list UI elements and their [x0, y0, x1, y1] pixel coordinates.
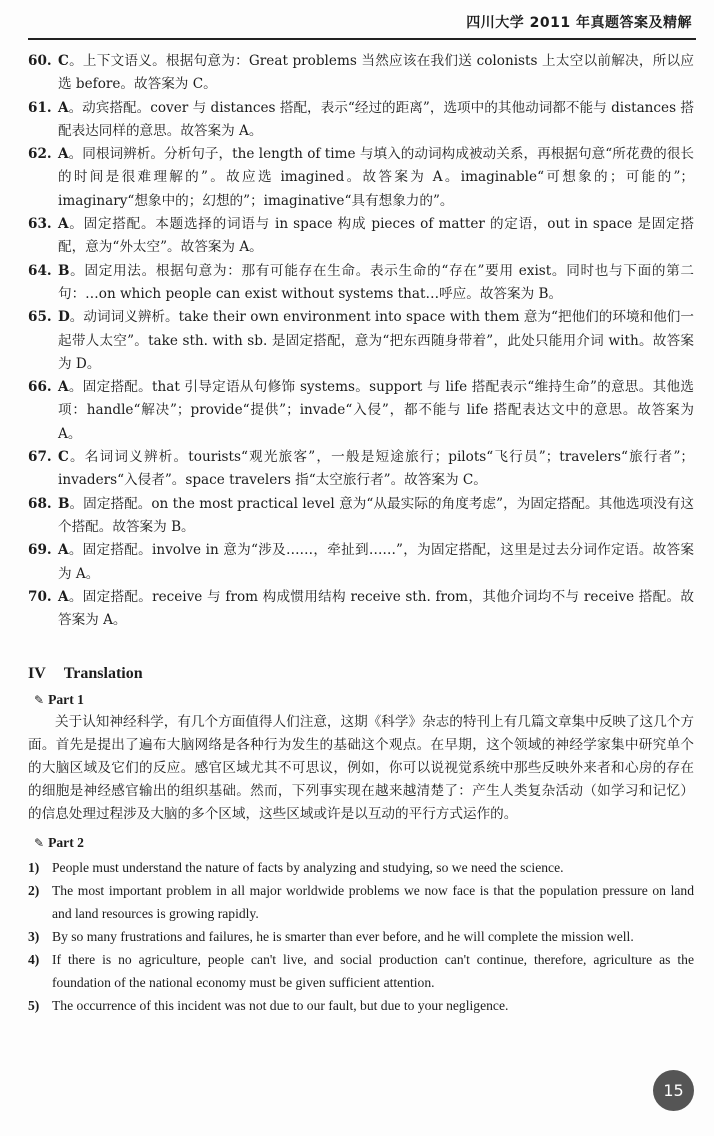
part-1-label: Part 1	[48, 692, 84, 708]
answer-choice: C	[58, 449, 69, 466]
answer-explanation: 。固定搭配。that 引导定语从句修饰 systems。support 与 life 搭配表示“维持生命”的意思。其他选项：handle“解决”；provide“提供”；invade“入侵”，都不能与 life 搭配表达文中的意思。故答案为 A。	[58, 379, 694, 442]
answer-number: 61.	[28, 99, 52, 116]
translation-number: 4)	[28, 952, 40, 968]
translation-item	[28, 925, 694, 948]
answer-explanation: 。动词词义辨析。take their own environment into space with them 意为“把他们的环境和他们一起带人太空”。take sth. with sb. 是固定搭配，意为“把东西随身带着”，此处只能用介词 with。故答案为 D。	[58, 309, 694, 372]
answer-choice: A	[58, 146, 69, 163]
answer-choice: A	[58, 588, 69, 605]
answer-choice: C	[58, 53, 69, 69]
translation-number: 5)	[28, 998, 40, 1014]
answer-explanation: 。固定搭配。involve in 意为“涉及……，牵扯到……”，为固定搭配，这里是过去分词作定语。故答案为 A。	[58, 542, 694, 582]
answer-number: 66.	[28, 379, 52, 396]
answer-number: 65.	[28, 309, 52, 326]
section-title: Translation	[63, 665, 143, 683]
translation-number: 2)	[28, 883, 40, 899]
answer-list	[28, 50, 694, 632]
answer-number: 60.	[28, 53, 52, 69]
answer-item	[28, 97, 694, 144]
answer-item	[28, 306, 694, 376]
header-title: 四川大学 2011 年真题答案及精解	[466, 15, 692, 31]
answer-explanation: 。固定搭配。receive 与 from 构成惯用结构 receive sth. from，其他介词均不与 receive 搭配。故答案为 A。	[58, 588, 694, 629]
answer-explanation: 。动宾搭配。cover 与 distances 搭配，表示“经过的距离”，选项中的其他动词都不能与 distances 搭配表达同样的意思。故答案为 A。	[58, 99, 694, 139]
answer-number: 68.	[28, 495, 52, 512]
translation-number: 3)	[28, 929, 40, 945]
answer-choice: D	[58, 309, 70, 326]
section-number: IV	[28, 665, 46, 683]
translation-text: The occurrence of this incident was not due to our fault, but due to your negligence.	[52, 998, 509, 1014]
answer-number: 70.	[28, 588, 52, 605]
page-header	[28, 0, 696, 40]
translation-text: By so many frustrations and failures, he is smarter than ever before, and he will complete the mission well.	[52, 929, 634, 945]
answer-choice: A	[58, 99, 69, 116]
part-1-heading	[28, 689, 694, 711]
answer-item	[28, 213, 694, 260]
translation-list	[28, 856, 694, 1017]
pen-icon: ✎	[34, 836, 45, 851]
page-content	[28, 50, 694, 1017]
translation-item	[28, 994, 694, 1017]
translation-item	[28, 948, 694, 994]
answer-number: 62.	[28, 146, 52, 163]
answer-explanation: 。固定搭配。本题选择的词语与 in space 构成 pieces of matter 的定语，out in space 是固定搭配，意为“外太空”。故答案为 A。	[58, 216, 694, 256]
answer-explanation: 。上下文语义。根据句意为：Great problems 当然应该在我们送 colonists 上太空以前解决，所以应选 before。故答案为 C。	[58, 53, 694, 93]
answer-choice: B	[58, 495, 70, 512]
translation-item	[28, 856, 694, 879]
answer-item	[28, 376, 694, 446]
translation-text: People must understand the nature of facts by analyzing and studying, so we need the science.	[52, 860, 564, 876]
part-2-label: Part 2	[48, 835, 84, 851]
answer-explanation: 。固定用法。根据句意为：那有可能存在生命。表示生命的“存在”要用 exist。同时也与下面的第二句：…on which people can exist without systems that…呼应。故答案为 B。	[58, 262, 694, 302]
answer-item	[28, 50, 694, 97]
answer-item	[28, 539, 694, 586]
page-number: 15	[663, 1081, 684, 1100]
answer-item	[28, 446, 694, 493]
translation-number: 1)	[28, 860, 40, 876]
translation-text: The most important problem in all major worldwide problems we now face is that the population pressure on land and land resources is growing rapidly.	[52, 883, 694, 922]
pen-icon: ✎	[34, 693, 45, 708]
answer-choice: A	[58, 379, 69, 396]
answer-explanation: 。名词词义辨析。tourists“观光旅客”，一般是短途旅行；pilots“飞行员”；travelers“旅行者”；invaders“入侵者”。space travelers 指“太空旅行者”。故答案为 C。	[58, 449, 694, 489]
answer-number: 64.	[28, 262, 52, 279]
answer-choice: A	[58, 216, 69, 233]
answer-choice: A	[58, 542, 69, 559]
page-number-badge	[653, 1070, 694, 1111]
answer-item	[28, 260, 694, 307]
answer-number: 63.	[28, 216, 52, 233]
section-heading	[28, 665, 694, 683]
part-2-heading	[28, 832, 694, 854]
answer-number: 69.	[28, 542, 52, 559]
answer-item	[28, 586, 694, 633]
answer-number: 67.	[28, 449, 52, 466]
part-1-paragraph: 关于认知神经科学，有几个方面值得人们注意，这期《科学》杂志的特刊上有几篇文章集中反映了这几个方面。首先是提出了遍布大脑网络是各种行为发生的基础这个观点。在早期，这个领域的神经学家集中研究单个的大脑区域及它们的反应。感官区域尤其不可思议，例如，你可以说视觉系统中那些反映外来者和心房的存在的细胞是神经感官输出的组织基础。然而，下列事实现在越来越清楚了：产生人类复杂活动（如学习和记忆）的信息处理过程涉及大脑的多个区域，这些区域或许是以互动的平行方式运作的。	[28, 714, 694, 823]
answer-item	[28, 143, 694, 213]
answer-explanation: 。同根词辨析。分析句子，the length of time 与填入的动词构成被动关系，再根据句意“所花费的很长的时间是很难理解的”。故应选 imagined。故答案为 A。imaginable“可想象的；可能的”；imaginary“想象中的；幻想的”；imaginative“具有想象力的”。	[58, 146, 694, 209]
translation-item	[28, 879, 694, 925]
answer-explanation: 。固定搭配。on the most practical level 意为“从最实际的角度考虑”，为固定搭配。其他选项没有这个搭配。故答案为 B。	[58, 495, 694, 535]
answer-item	[28, 493, 694, 540]
translation-text: If there is no agriculture, people can't live, and social production can't continue, therefore, agriculture as the foundation of the national economy must be given sufficient attention.	[52, 952, 694, 991]
answer-choice: B	[58, 262, 70, 279]
